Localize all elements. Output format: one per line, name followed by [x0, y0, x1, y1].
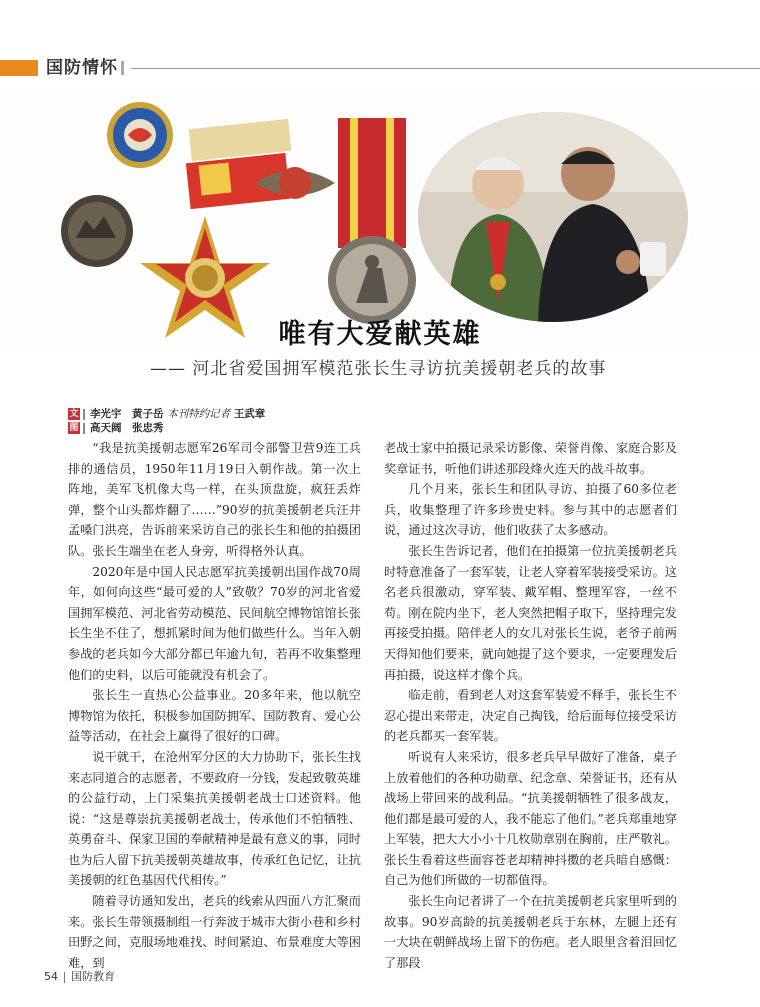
- interview-photo: [418, 112, 688, 322]
- byline-text-author2: 王武章: [233, 408, 266, 420]
- page-number: 54: [44, 970, 58, 983]
- paragraph: 说干就干，在沧州军分区的大力协助下，张长生找来志同道合的志愿者，不要政府一分钱，发起致敬英雄的公益行动，上门采集抗美援朝老战士口述资料。他说：“这是尊崇抗美援朝老战士，传承他们不怕牺牲、英勇奋斗、保家卫国的奉献精神是最有意义的事，同时也为后人留下抗美援朝英雄故事，传承红色记忆，让抗美援朝的红色基因代代相传。”: [68, 749, 361, 888]
- byline-text: [68, 408, 265, 421]
- byline-text-tag: 文: [69, 409, 79, 419]
- byline-separator: [83, 409, 85, 420]
- byline-text-authors: 李光宇 黄子岳: [90, 408, 164, 420]
- article-column-left: [68, 438, 361, 973]
- byline-photo: [68, 422, 164, 435]
- paragraph: “我是抗美援朝志愿军26军司令部警卫营9连工兵排的通信员，1950年11月19日入朝作战。第一次上阵地，美军飞机像大鸟一样，在头顶盘旋，疯狂丢炸弹，整个山头都炸翻了……”90岁的抗美援朝老兵汪井孟嗓门洪亮，告诉前来采访自己的张长生和他的拍摄团队。张长生端坐在老人身旁，听得格外认真。: [68, 441, 361, 558]
- paragraph: 老战士家中拍摄记录采访影像、荣誉肖像、家庭合影及奖章证书，听他们讲述那段烽火连天的战斗故事。: [384, 441, 677, 476]
- article-column-right: [384, 438, 677, 973]
- paragraph: 张长生向记者讲了一个在抗美援朝老兵家里听到的故事。90岁高龄的抗美援朝老兵于东林，左腿上还有一大块在朝鲜战场上留下的伤疤。老人眼里含着泪回忆了那段: [384, 894, 677, 970]
- paragraph: 几个月来，张长生和团队寻访、拍摄了60多位老兵，收集整理了许多珍贵史料。参与其中的志愿者们说，通过这次寻访，他们收获了太多感动。: [384, 482, 677, 538]
- paragraph: 2020年是中国人民志愿军抗美援朝出国作战70周年，如何向这些“最可爱的人”致敬？70岁的河北省爱国拥军模范、河北省劳动模范、民间航空博物馆馆长张长生坐不住了，想抓紧时间为他们做些什么。当年入朝参战的老兵如今大部分都已年逾九旬，若再不收集整理他们的史料，以后可能就没有机会了。: [68, 564, 361, 682]
- byline-role: 本刊特约记者: [167, 408, 231, 420]
- paragraph: 临走前，看到老人对这套军装爱不释手，张长生不忍心提出来带走，决定自己掏钱，给后面每位接受采访的老兵都买一套军装。: [384, 688, 677, 744]
- page-footer: [44, 968, 115, 984]
- paragraph: 随着寻访通知发出，老兵的线索从四面八方汇聚而来。张长生带领摄制组一行奔波于城市大街小巷和乡村田野之间，克服场地难找、时间紧迫、布景难度大等困难，到: [68, 894, 361, 970]
- footer-separator: [64, 972, 65, 983]
- section-header: [0, 57, 760, 79]
- hero-image-medals: [0, 88, 760, 348]
- paragraph: 张长生一直热心公益事业。20多年来，他以航空博物馆为依托，积极参加国防拥军、国防教育、爱心公益等活动，在社会上赢得了很好的口碑。: [68, 688, 361, 744]
- article-title: 唯有大爱献英雄: [278, 319, 482, 350]
- section-color-block: [0, 60, 38, 76]
- section-divider: [121, 61, 124, 75]
- section-rule: [131, 68, 760, 69]
- magazine-name: 国防教育: [71, 970, 115, 983]
- section-label: 国防情怀: [46, 58, 118, 78]
- byline-photo-authors: 高天阔 张忠秀: [90, 422, 164, 434]
- byline-photo-tag: 图: [69, 423, 79, 433]
- byline-separator: [83, 423, 85, 434]
- article-subtitle: —— 河北省爱国拥军模范张长生寻访抗美援朝老兵的故事: [150, 359, 607, 379]
- ribbon-striped: [338, 118, 406, 248]
- paragraph: 听说有人来采访，很多老兵早早做好了准备，桌子上放着他们的各种功勋章、纪念章、荣誉证书，还有从战场上带回来的战利品。“抗美援朝牺牲了很多战友，他们都是最可爱的人，我不能忘了他们。”老兵郑重地穿上军装，把大大小小十几枚勋章别在胸前，庄严敬礼。张长生看着这些面容苍老却精神抖擞的老兵暗自感慨：自己为他们所做的一切都值得。: [384, 749, 677, 888]
- paragraph: 张长生告诉记者，他们在拍摄第一位抗美援朝老兵时特意准备了一套军装，让老人穿着军装接受采访。这名老兵很激动，穿军装、戴军帽、整理军容，一丝不苟。刚在院内坐下，老人突然把帽子取下，坚持理完发再接受拍摄。陪伴老人的女儿对张长生说，老爷子前两天得知他们要来，就向她提了这个要求，一定要理发后再拍摄，说这样才像个兵。: [384, 543, 677, 682]
